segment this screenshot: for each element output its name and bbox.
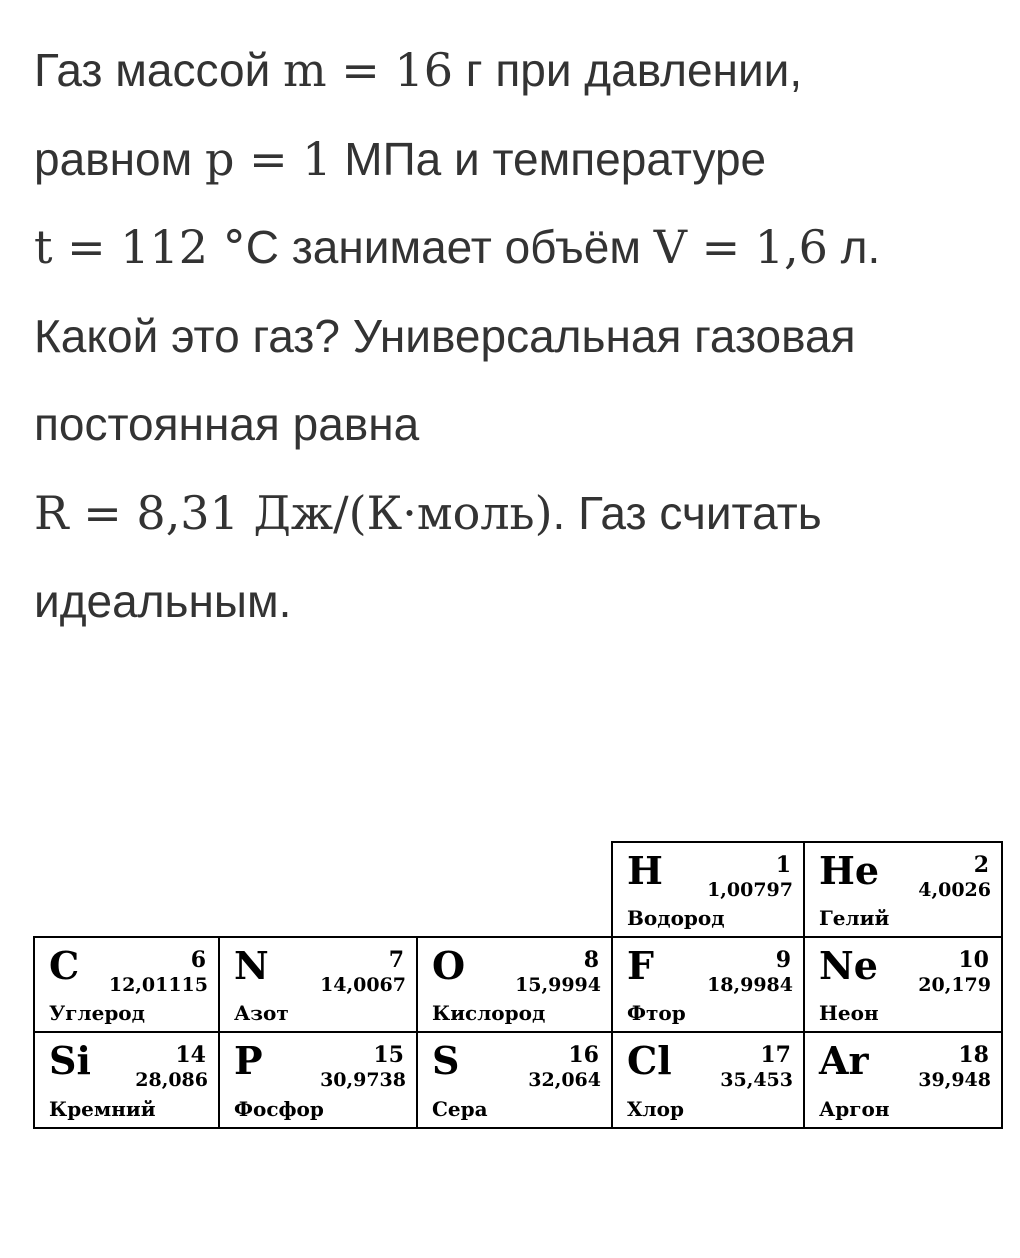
- element-cell-cl: [611, 1031, 805, 1129]
- text-fragment: л.: [827, 221, 881, 273]
- formula-mass: m = 16: [283, 43, 453, 97]
- element-number: 8: [583, 947, 599, 973]
- problem-text: [34, 26, 994, 646]
- element-cell-ne: [803, 936, 1003, 1033]
- element-number: 14: [175, 1042, 206, 1068]
- element-name: Водород: [627, 906, 725, 930]
- element-cell-si: [33, 1031, 220, 1129]
- element-symbol: He: [819, 848, 880, 893]
- element-symbol: P: [234, 1038, 263, 1083]
- text-fragment: Газ массой: [34, 44, 284, 96]
- text-fragment: C занимает объём: [245, 221, 654, 273]
- text-fragment: . Газ считать: [552, 486, 822, 539]
- element-symbol: O: [432, 943, 466, 988]
- problem-line-6: [34, 469, 994, 558]
- element-mass: 20,179: [918, 974, 991, 996]
- element-cell-f: [611, 936, 805, 1033]
- element-symbol: C: [49, 943, 80, 988]
- text-fragment: г при давлении,: [453, 44, 803, 96]
- problem-line-3: [34, 203, 994, 292]
- element-mass: 4,0026: [918, 879, 991, 901]
- element-name: Хлор: [627, 1097, 684, 1121]
- element-cell-he: [803, 841, 1003, 938]
- problem-line-1: [34, 26, 994, 115]
- element-mass: 14,0067: [320, 974, 406, 996]
- formula-pressure: p = 1: [205, 131, 332, 186]
- problem-line-4: Какой это газ? Универсальная газовая: [34, 309, 856, 362]
- element-number: 2: [973, 852, 989, 878]
- element-name: Сера: [432, 1097, 488, 1121]
- element-mass: 15,9994: [515, 974, 601, 996]
- element-mass: 18,9984: [707, 974, 793, 996]
- element-cell-p: [218, 1031, 418, 1129]
- text-fragment: МПа и температуре: [331, 132, 767, 185]
- element-cell-h: [611, 841, 805, 938]
- element-symbol: N: [234, 943, 269, 988]
- element-symbol: Ar: [819, 1038, 869, 1083]
- element-mass: 35,453: [720, 1069, 793, 1091]
- text-fragment: равном: [34, 132, 205, 185]
- element-number: 16: [568, 1042, 599, 1068]
- element-number: 7: [388, 947, 404, 973]
- element-name: Углерод: [49, 1001, 145, 1025]
- element-name: Аргон: [819, 1097, 890, 1121]
- element-symbol: S: [432, 1038, 460, 1083]
- element-mass: 32,064: [528, 1069, 601, 1091]
- element-symbol: H: [627, 848, 663, 893]
- element-number: 1: [775, 852, 791, 878]
- periodic-table-fragment: [33, 841, 1003, 1129]
- problem-line-7: идеальным.: [34, 575, 292, 627]
- formula-temperature: t = 112 °: [34, 220, 246, 274]
- element-name: Гелий: [819, 906, 890, 930]
- element-mass: 30,9738: [320, 1069, 406, 1091]
- element-number: 10: [958, 947, 989, 973]
- element-name: Неон: [819, 1001, 879, 1025]
- element-symbol: F: [627, 943, 654, 988]
- element-name: Азот: [234, 1001, 289, 1025]
- element-cell-n: [218, 936, 418, 1033]
- formula-gas-constant: R = 8,31 Дж/(К·моль): [34, 485, 553, 540]
- element-number: 18: [958, 1042, 989, 1068]
- problem-line-2: [34, 115, 994, 204]
- element-mass: 39,948: [918, 1069, 991, 1091]
- element-name: Фтор: [627, 1001, 686, 1025]
- element-symbol: Si: [49, 1038, 91, 1083]
- element-mass: 12,01115: [108, 974, 208, 996]
- element-cell-s: [416, 1031, 613, 1129]
- element-symbol: Cl: [627, 1038, 672, 1083]
- element-cell-o: [416, 936, 613, 1033]
- formula-volume: V = 1,6: [653, 220, 828, 274]
- element-mass: 1,00797: [707, 879, 793, 901]
- element-name: Кислород: [432, 1001, 546, 1025]
- element-cell-c: [33, 936, 220, 1033]
- element-number: 15: [373, 1042, 404, 1068]
- element-number: 17: [760, 1042, 791, 1068]
- element-name: Кремний: [49, 1097, 156, 1121]
- element-cell-ar: [803, 1031, 1003, 1129]
- element-symbol: Ne: [819, 943, 878, 988]
- element-name: Фосфор: [234, 1097, 324, 1121]
- element-number: 6: [190, 947, 206, 973]
- problem-line-5: постоянная равна: [34, 398, 420, 450]
- element-mass: 28,086: [135, 1069, 208, 1091]
- element-number: 9: [775, 947, 791, 973]
